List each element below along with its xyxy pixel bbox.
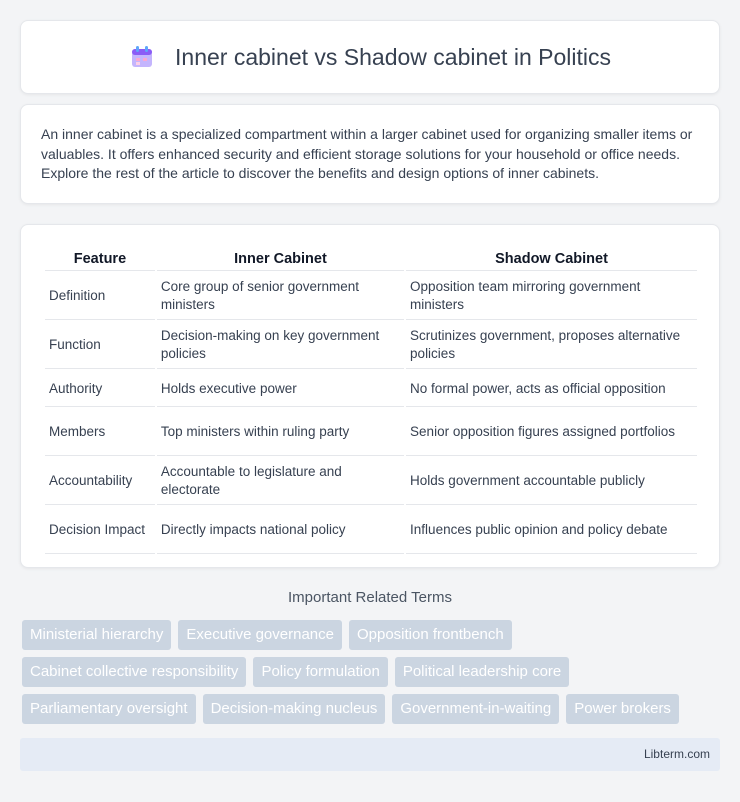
tag-row bbox=[22, 657, 722, 687]
table-row bbox=[45, 371, 697, 407]
intro-card bbox=[20, 104, 720, 204]
footer-site-link[interactable]: Libterm.com bbox=[643, 747, 710, 761]
row-inner-cabinet: Top ministers within ruling party bbox=[157, 409, 404, 456]
table-row bbox=[45, 322, 697, 369]
title-card bbox=[20, 20, 720, 94]
tag-power-brokers[interactable]: Power brokers bbox=[566, 694, 679, 724]
header-feature: Feature bbox=[45, 247, 155, 271]
header-shadow-cabinet: Shadow Cabinet bbox=[406, 247, 697, 271]
row-feature: Decision Impact bbox=[45, 507, 155, 554]
row-feature: Definition bbox=[45, 273, 155, 320]
calendar-icon bbox=[129, 44, 155, 70]
row-shadow-cabinet: Holds government accountable publicly bbox=[406, 458, 697, 505]
row-inner-cabinet: Decision-making on key government policies bbox=[157, 322, 404, 369]
row-shadow-cabinet: Scrutinizes government, proposes alternative policies bbox=[406, 322, 697, 369]
footer bbox=[20, 738, 720, 771]
header-inner-cabinet: Inner Cabinet bbox=[157, 247, 404, 271]
tag-policy-formulation[interactable]: Policy formulation bbox=[253, 657, 387, 687]
tag-decision-making-nucleus[interactable]: Decision-making nucleus bbox=[203, 694, 386, 724]
row-shadow-cabinet: Opposition team mirroring government ministers bbox=[406, 273, 697, 320]
row-feature: Authority bbox=[45, 371, 155, 407]
row-feature: Accountability bbox=[45, 458, 155, 505]
table-row bbox=[45, 458, 697, 505]
tag-executive-governance[interactable]: Executive governance bbox=[178, 620, 342, 650]
table-row bbox=[45, 409, 697, 456]
row-shadow-cabinet: Senior opposition figures assigned portfolios bbox=[406, 409, 697, 456]
row-inner-cabinet: Accountable to legislature and electorate bbox=[157, 458, 404, 505]
row-shadow-cabinet: No formal power, acts as official opposition bbox=[406, 371, 697, 407]
tag-cabinet-collective-responsibility[interactable]: Cabinet collective responsibility bbox=[22, 657, 246, 687]
table-header-row bbox=[45, 247, 697, 271]
tag-opposition-frontbench[interactable]: Opposition frontbench bbox=[349, 620, 512, 650]
comparison-table bbox=[43, 245, 699, 556]
row-feature: Function bbox=[45, 322, 155, 369]
table-row bbox=[45, 273, 697, 320]
related-terms bbox=[22, 620, 722, 731]
row-inner-cabinet: Directly impacts national policy bbox=[157, 507, 404, 554]
tag-parliamentary-oversight[interactable]: Parliamentary oversight bbox=[22, 694, 196, 724]
row-inner-cabinet: Core group of senior government ministers bbox=[157, 273, 404, 320]
comparison-card bbox=[20, 224, 720, 568]
tag-government-in-waiting[interactable]: Government-in-waiting bbox=[392, 694, 559, 724]
table-row bbox=[45, 507, 697, 554]
tag-political-leadership-core[interactable]: Political leadership core bbox=[395, 657, 569, 687]
intro-text: An inner cabinet is a specialized compartment within a larger cabinet used for organizing smaller items or valuables. It offers enhanced security and efficient storage solutions for your household or office needs. Explore the rest of the article to discover the benefits and design options of inner cabinets. bbox=[41, 126, 693, 181]
page-title: Inner cabinet vs Shadow cabinet in Politics bbox=[175, 43, 611, 70]
tag-row bbox=[22, 694, 722, 724]
tag-row bbox=[22, 620, 722, 650]
related-terms-title: Important Related Terms bbox=[288, 589, 452, 606]
row-inner-cabinet: Holds executive power bbox=[157, 371, 404, 407]
row-shadow-cabinet: Influences public opinion and policy debate bbox=[406, 507, 697, 554]
tag-ministerial-hierarchy[interactable]: Ministerial hierarchy bbox=[22, 620, 171, 650]
row-feature: Members bbox=[45, 409, 155, 456]
